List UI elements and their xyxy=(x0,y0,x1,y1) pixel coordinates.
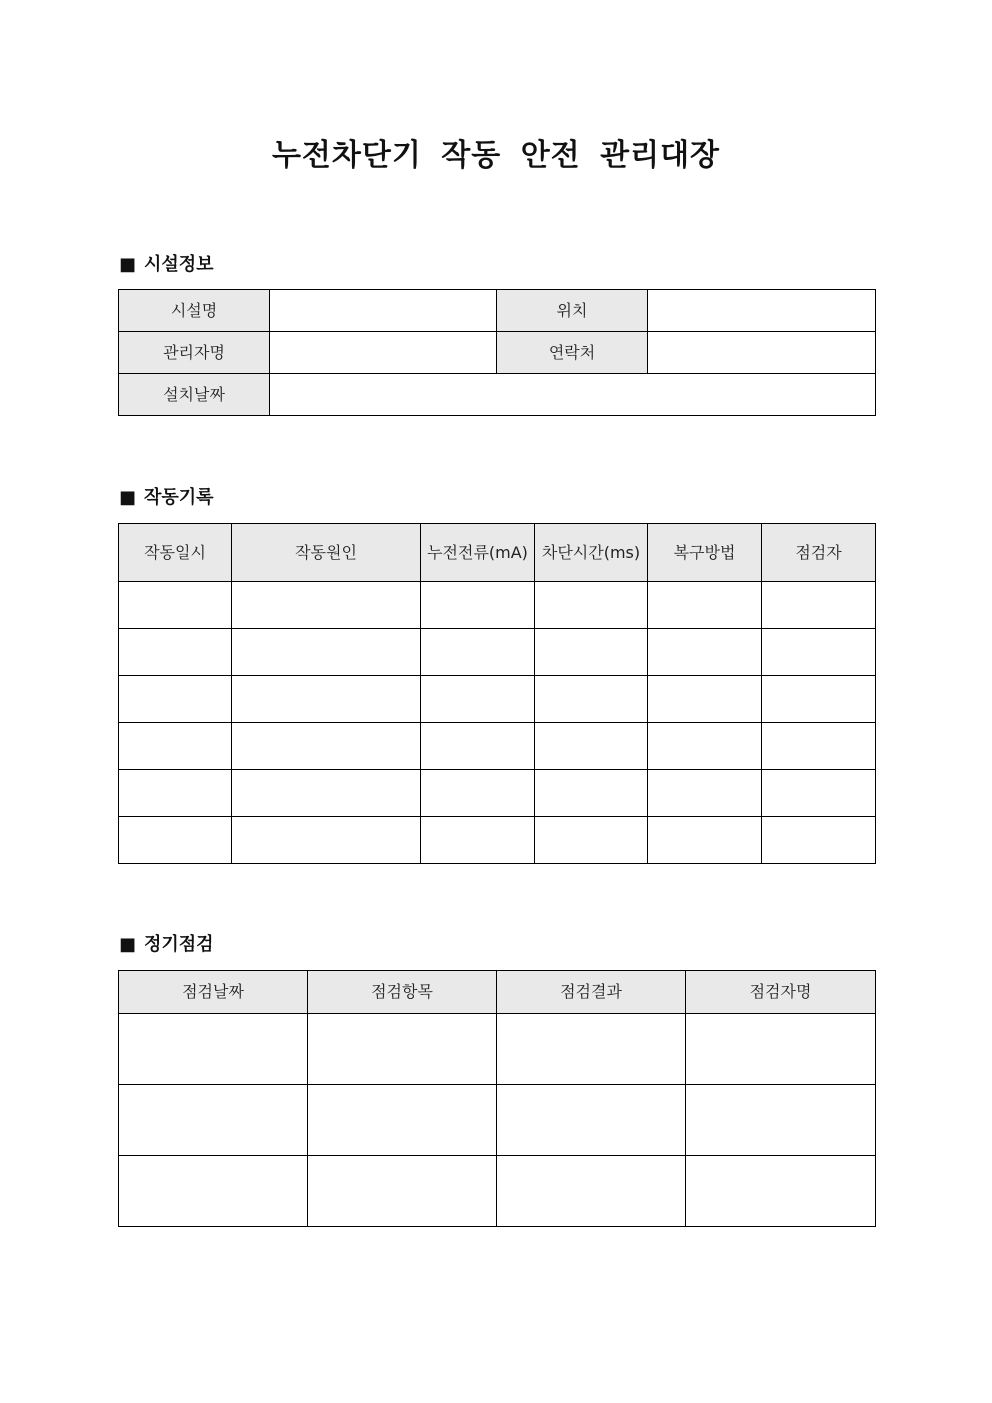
table-row xyxy=(119,770,876,817)
operation-header-row xyxy=(119,524,876,582)
table-cell[interactable] xyxy=(308,1014,497,1085)
contact-field[interactable] xyxy=(648,332,876,374)
table-cell[interactable] xyxy=(686,1014,876,1085)
install-date-label: 설치날짜 xyxy=(119,374,270,416)
inspection-heading-text: 정기점검 xyxy=(144,934,214,955)
column-header-operation-cause: 작동원인 xyxy=(232,524,421,582)
table-cell[interactable] xyxy=(686,1156,876,1227)
square-bullet-icon: ■ xyxy=(119,487,137,508)
table-cell[interactable] xyxy=(119,582,232,629)
table-row xyxy=(119,1014,876,1085)
table-cell[interactable] xyxy=(648,676,762,723)
table-cell[interactable] xyxy=(762,770,876,817)
table-cell[interactable] xyxy=(535,629,648,676)
manager-name-label: 관리자명 xyxy=(119,332,270,374)
table-cell[interactable] xyxy=(535,770,648,817)
column-header-inspector: 점검자 xyxy=(762,524,876,582)
table-cell[interactable] xyxy=(421,629,535,676)
table-cell[interactable] xyxy=(762,582,876,629)
install-date-field[interactable] xyxy=(270,374,876,416)
table-cell[interactable] xyxy=(648,723,762,770)
location-field[interactable] xyxy=(648,290,876,332)
table-cell[interactable] xyxy=(119,629,232,676)
table-cell[interactable] xyxy=(421,723,535,770)
table-cell[interactable] xyxy=(497,1085,686,1156)
table-cell[interactable] xyxy=(308,1085,497,1156)
table-cell[interactable] xyxy=(762,676,876,723)
table-row xyxy=(119,676,876,723)
column-header-trip-time: 차단시간(ms) xyxy=(535,524,648,582)
table-cell[interactable] xyxy=(535,723,648,770)
table-cell[interactable] xyxy=(648,629,762,676)
table-cell[interactable] xyxy=(119,817,232,864)
table-cell[interactable] xyxy=(119,1014,308,1085)
table-cell[interactable] xyxy=(535,676,648,723)
operation-record-table xyxy=(118,523,876,864)
table-cell[interactable] xyxy=(535,817,648,864)
table-cell[interactable] xyxy=(648,817,762,864)
facility-row-2 xyxy=(119,332,876,374)
table-cell[interactable] xyxy=(648,770,762,817)
column-header-leakage-current: 누전전류(mA) xyxy=(421,524,535,582)
table-cell[interactable] xyxy=(421,676,535,723)
table-cell[interactable] xyxy=(497,1014,686,1085)
facility-name-field[interactable] xyxy=(270,290,497,332)
table-cell[interactable] xyxy=(648,582,762,629)
table-row xyxy=(119,629,876,676)
operation-heading-text: 작동기록 xyxy=(144,487,214,508)
table-cell[interactable] xyxy=(232,629,421,676)
table-cell[interactable] xyxy=(232,723,421,770)
table-cell[interactable] xyxy=(762,817,876,864)
table-cell[interactable] xyxy=(119,770,232,817)
table-cell[interactable] xyxy=(421,817,535,864)
table-cell[interactable] xyxy=(232,770,421,817)
table-cell[interactable] xyxy=(686,1085,876,1156)
column-header-recovery-method: 복구방법 xyxy=(648,524,762,582)
page-title: 누전차단기 작동 안전 관리대장 xyxy=(271,138,721,173)
facility-heading-text: 시설정보 xyxy=(144,254,214,275)
square-bullet-icon: ■ xyxy=(119,934,137,955)
table-cell[interactable] xyxy=(119,1085,308,1156)
manager-name-field[interactable] xyxy=(270,332,497,374)
operation-section-heading xyxy=(119,486,214,510)
facility-section-heading xyxy=(119,253,214,277)
table-cell[interactable] xyxy=(497,1156,686,1227)
table-cell[interactable] xyxy=(308,1156,497,1227)
column-header-operation-datetime: 작동일시 xyxy=(119,524,232,582)
facility-name-label: 시설명 xyxy=(119,290,270,332)
table-cell[interactable] xyxy=(762,629,876,676)
table-row xyxy=(119,1085,876,1156)
table-cell[interactable] xyxy=(421,582,535,629)
facility-info-table xyxy=(118,289,876,416)
location-label: 위치 xyxy=(497,290,648,332)
table-cell[interactable] xyxy=(119,723,232,770)
table-cell[interactable] xyxy=(119,1156,308,1227)
contact-label: 연락처 xyxy=(497,332,648,374)
table-cell[interactable] xyxy=(232,676,421,723)
table-cell[interactable] xyxy=(232,817,421,864)
column-header-inspection-item: 점검항목 xyxy=(308,971,497,1014)
table-cell[interactable] xyxy=(119,676,232,723)
facility-row-1 xyxy=(119,290,876,332)
column-header-inspection-date: 점검날짜 xyxy=(119,971,308,1014)
table-row xyxy=(119,582,876,629)
inspection-section-heading xyxy=(119,933,214,957)
inspection-table xyxy=(118,970,876,1227)
table-cell[interactable] xyxy=(232,582,421,629)
inspection-header-row xyxy=(119,971,876,1014)
table-cell[interactable] xyxy=(421,770,535,817)
facility-row-3 xyxy=(119,374,876,416)
table-cell[interactable] xyxy=(535,582,648,629)
square-bullet-icon: ■ xyxy=(119,254,137,275)
column-header-inspector-name: 점검자명 xyxy=(686,971,876,1014)
table-row xyxy=(119,817,876,864)
table-cell[interactable] xyxy=(762,723,876,770)
column-header-inspection-result: 점검결과 xyxy=(497,971,686,1014)
table-row xyxy=(119,723,876,770)
table-row xyxy=(119,1156,876,1227)
